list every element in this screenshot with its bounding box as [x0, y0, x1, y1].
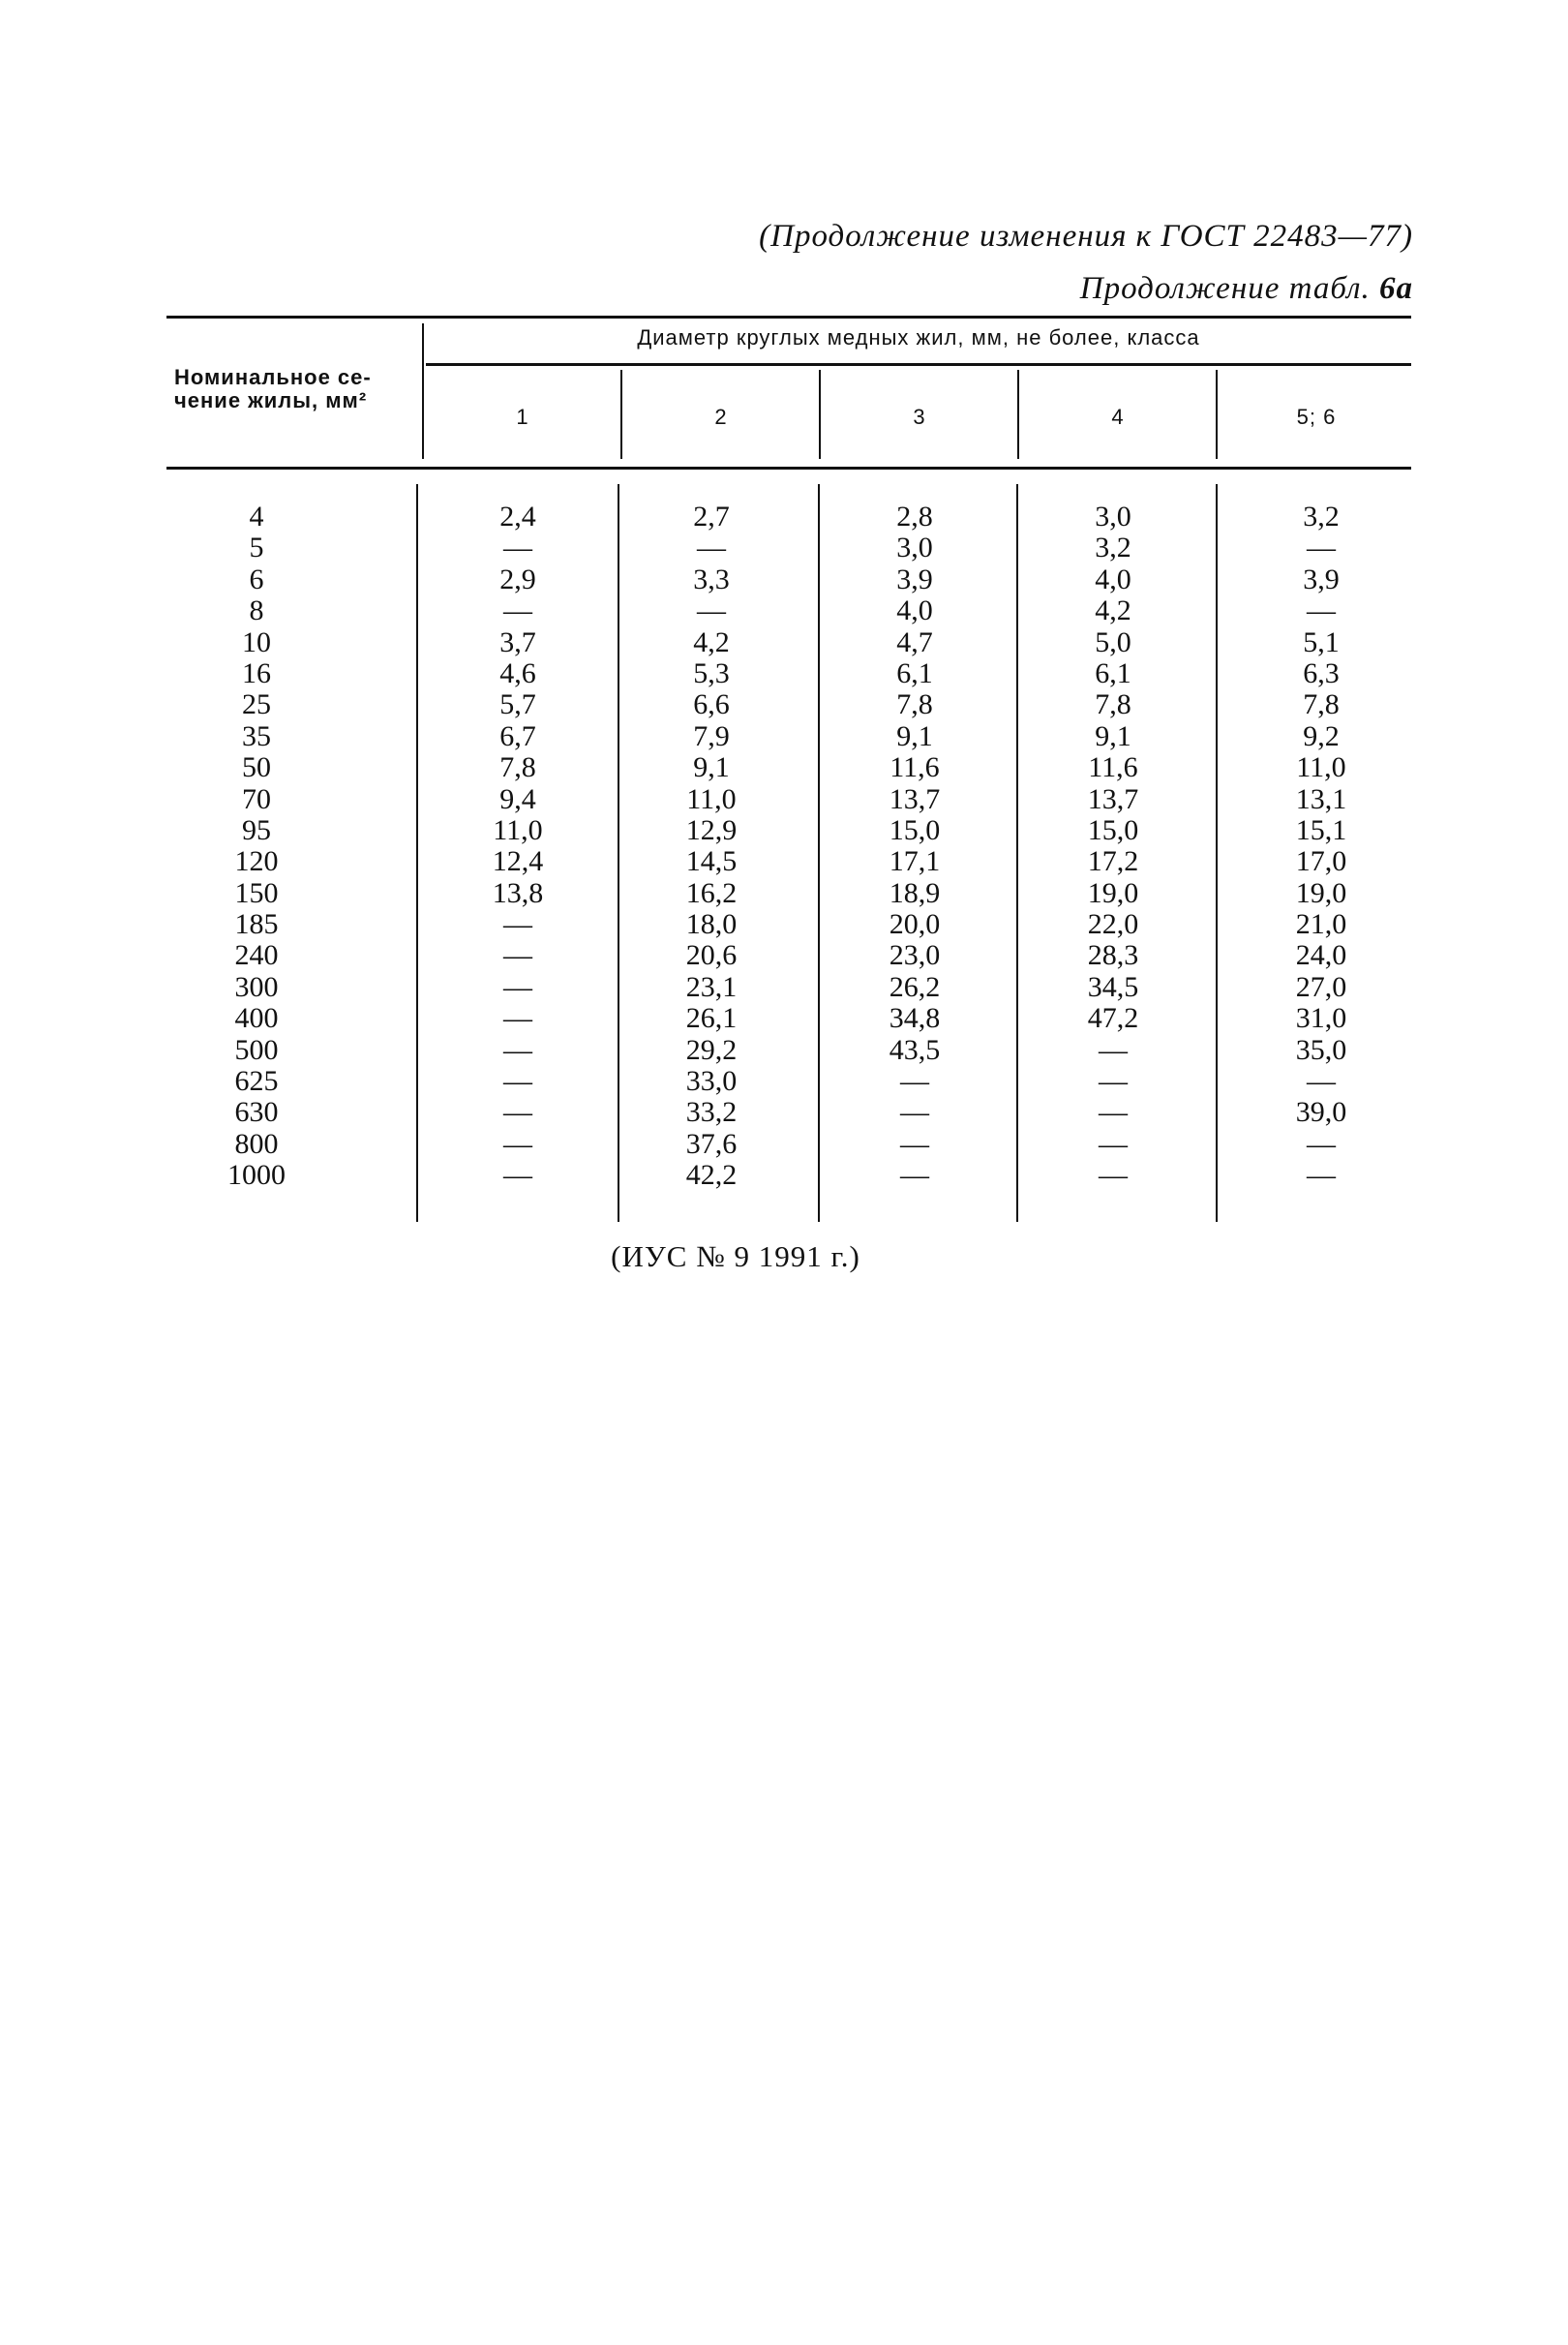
cell-value: 18,9 — [889, 876, 941, 909]
cell-section: 120 — [234, 845, 279, 878]
column-header-1: 1 — [516, 405, 529, 429]
cell-section: 240 — [234, 939, 279, 972]
column-section — [194, 502, 319, 1192]
cell-section: 625 — [234, 1065, 279, 1098]
cell-value: 4,2 — [693, 625, 730, 658]
cell-value: — — [503, 1159, 532, 1192]
column-header-5-6: 5; 6 — [1296, 405, 1337, 429]
cell-value: 7,8 — [1303, 688, 1340, 721]
cell-value: 39,0 — [1295, 1096, 1347, 1129]
table-top-rule — [166, 316, 1411, 319]
cell-value: 24,0 — [1295, 939, 1347, 972]
document-title: (Продолжение изменения к ГОСТ 22483—77) — [759, 219, 1413, 254]
cell-section: 1000 — [227, 1159, 286, 1192]
cell-value: 11,0 — [493, 813, 543, 846]
cell-value: 23,1 — [685, 970, 738, 1003]
cell-value: — — [503, 1033, 532, 1066]
header-divider-1 — [620, 370, 622, 459]
cell-value: 19,0 — [1087, 876, 1139, 909]
header-divider-3 — [1017, 370, 1019, 459]
table-continuation-caption — [1080, 271, 1413, 307]
cell-section: 150 — [234, 876, 279, 909]
cell-value: — — [503, 970, 532, 1003]
cell-value: 26,2 — [889, 970, 941, 1003]
cell-value: 5,7 — [499, 688, 536, 721]
cell-value: 13,1 — [1295, 782, 1347, 815]
cell-value: 2,7 — [693, 501, 730, 533]
cell-value: 9,4 — [499, 782, 536, 815]
cell-section: 5 — [249, 532, 264, 564]
cell-value: — — [900, 1159, 929, 1192]
cell-value: 20,0 — [889, 908, 941, 941]
cell-value: — — [1307, 532, 1336, 564]
table-number: 6а — [1379, 271, 1413, 306]
cell-value: 9,1 — [1095, 719, 1131, 752]
header-divider-0 — [422, 323, 424, 459]
cell-value: 4,0 — [896, 594, 933, 627]
group-header: Диаметр круглых медных жил, мм, не более, класса — [637, 325, 1200, 350]
cell-value: — — [503, 1127, 532, 1160]
column-class-5-6 — [1249, 502, 1394, 1192]
cell-value: 6,1 — [1095, 656, 1131, 689]
header-divider-2 — [819, 370, 821, 459]
cell-value: 15,0 — [1087, 813, 1139, 846]
cell-value: — — [900, 1065, 929, 1098]
cell-section: 8 — [249, 594, 264, 627]
cell-value: 3,9 — [896, 563, 933, 595]
column-class-2 — [639, 502, 784, 1192]
row-header: Номинальное се- чение жилы, мм² — [174, 365, 372, 412]
cell-value: 17,1 — [889, 845, 941, 878]
cell-section: 70 — [242, 782, 271, 815]
cell-value: 7,8 — [896, 688, 933, 721]
column-header-3: 3 — [913, 405, 926, 429]
cell-value: — — [697, 532, 726, 564]
cell-value: 37,6 — [685, 1127, 738, 1160]
cell-value: 12,4 — [492, 845, 544, 878]
cell-value: 27,0 — [1295, 970, 1347, 1003]
cell-value: 12,9 — [685, 813, 738, 846]
cell-section: 6 — [249, 563, 264, 595]
cell-value: 21,0 — [1295, 908, 1347, 941]
cell-value: 2,8 — [896, 501, 933, 533]
column-class-4 — [1040, 502, 1186, 1192]
cell-value: 11,0 — [686, 782, 737, 815]
cell-section: 25 — [242, 688, 271, 721]
header-divider-4 — [1216, 370, 1218, 459]
cell-value: 3,0 — [1095, 501, 1131, 533]
body-divider-0 — [416, 484, 418, 1222]
cell-value: 13,7 — [889, 782, 941, 815]
cell-value: 3,9 — [1303, 563, 1340, 595]
cell-section: 800 — [234, 1127, 279, 1160]
cell-value: 33,0 — [685, 1065, 738, 1098]
cell-value: 9,1 — [896, 719, 933, 752]
cell-value: 4,0 — [1095, 563, 1131, 595]
cell-section: 35 — [242, 719, 271, 752]
cell-value: — — [1099, 1159, 1128, 1192]
cell-value: 7,8 — [499, 751, 536, 784]
cell-value: 15,0 — [889, 813, 941, 846]
cell-value: — — [900, 1127, 929, 1160]
cell-value: — — [1099, 1127, 1128, 1160]
cell-value: 11,0 — [1296, 751, 1346, 784]
cell-value: 3,2 — [1303, 501, 1340, 533]
cell-value: — — [1099, 1065, 1128, 1098]
cell-value: 20,6 — [685, 939, 738, 972]
body-divider-3 — [1016, 484, 1018, 1222]
cell-value: 47,2 — [1087, 1002, 1139, 1035]
cell-value: — — [503, 532, 532, 564]
cell-value: — — [1099, 1033, 1128, 1066]
cell-value: 34,5 — [1087, 970, 1139, 1003]
issue-note: (ИУС № 9 1991 г.) — [611, 1239, 860, 1273]
cell-value: 28,3 — [1087, 939, 1139, 972]
cell-value: — — [697, 594, 726, 627]
cell-value: 29,2 — [685, 1033, 738, 1066]
cell-value: 34,8 — [889, 1002, 941, 1035]
cell-value: 6,1 — [896, 656, 933, 689]
cell-section: 95 — [242, 813, 271, 846]
cell-value: 2,4 — [499, 501, 536, 533]
cell-value: 14,5 — [685, 845, 738, 878]
cell-value: 5,3 — [693, 656, 730, 689]
cell-value: 3,2 — [1095, 532, 1131, 564]
cell-value: 7,9 — [693, 719, 730, 752]
cell-value: 42,2 — [685, 1159, 738, 1192]
cell-section: 10 — [242, 625, 271, 658]
group-header-rule — [426, 363, 1411, 366]
cell-value: — — [1307, 1159, 1336, 1192]
cell-value: 22,0 — [1087, 908, 1139, 941]
cell-value: 5,1 — [1303, 625, 1340, 658]
body-divider-4 — [1216, 484, 1218, 1222]
cell-value: 6,7 — [499, 719, 536, 752]
cell-value: — — [503, 594, 532, 627]
cell-value: — — [503, 908, 532, 941]
cell-value: 13,7 — [1087, 782, 1139, 815]
cell-value: 16,2 — [685, 876, 738, 909]
cell-value: 4,7 — [896, 625, 933, 658]
body-divider-2 — [818, 484, 820, 1222]
column-class-3 — [842, 502, 987, 1192]
cell-value: 3,0 — [896, 532, 933, 564]
cell-value: 9,2 — [1303, 719, 1340, 752]
cell-section: 50 — [242, 751, 271, 784]
cell-value: — — [1307, 1065, 1336, 1098]
cell-value: 3,3 — [693, 563, 730, 595]
header-bottom-rule — [166, 467, 1411, 470]
cell-value: — — [503, 1096, 532, 1129]
cell-value: 7,8 — [1095, 688, 1131, 721]
cell-section: 500 — [234, 1033, 279, 1066]
cell-value: 26,1 — [685, 1002, 738, 1035]
cell-value: 33,2 — [685, 1096, 738, 1129]
cell-value: 4,6 — [499, 656, 536, 689]
cell-section: 185 — [234, 908, 279, 941]
cell-value: 11,6 — [890, 751, 940, 784]
cell-value: 6,6 — [693, 688, 730, 721]
cell-section: 4 — [249, 501, 264, 533]
cell-section: 630 — [234, 1096, 279, 1129]
cell-value: — — [503, 939, 532, 972]
cell-section: 300 — [234, 970, 279, 1003]
cell-value: — — [503, 1065, 532, 1098]
cell-value: — — [503, 1002, 532, 1035]
cell-section: 16 — [242, 656, 271, 689]
cell-value: 15,1 — [1295, 813, 1347, 846]
cell-section: 400 — [234, 1002, 279, 1035]
table-continuation-prefix: Продолжение табл. — [1079, 271, 1371, 306]
cell-value: 35,0 — [1295, 1033, 1347, 1066]
cell-value: 31,0 — [1295, 1002, 1347, 1035]
cell-value: 23,0 — [889, 939, 941, 972]
cell-value: 13,8 — [492, 876, 544, 909]
cell-value: 11,6 — [1088, 751, 1138, 784]
cell-value: 17,0 — [1295, 845, 1347, 878]
column-class-1 — [445, 502, 590, 1192]
cell-value: 5,0 — [1095, 625, 1131, 658]
cell-value: 43,5 — [889, 1033, 941, 1066]
column-header-2: 2 — [714, 405, 728, 429]
cell-value: 17,2 — [1087, 845, 1139, 878]
cell-value: — — [1307, 1127, 1336, 1160]
cell-value: 9,1 — [693, 751, 730, 784]
cell-value: — — [1099, 1096, 1128, 1129]
body-divider-1 — [618, 484, 619, 1222]
cell-value: 18,0 — [685, 908, 738, 941]
cell-value: 4,2 — [1095, 594, 1131, 627]
cell-value: — — [1307, 594, 1336, 627]
column-header-4: 4 — [1111, 405, 1125, 429]
cell-value: 6,3 — [1303, 656, 1340, 689]
cell-value: 19,0 — [1295, 876, 1347, 909]
cell-value: 3,7 — [499, 625, 536, 658]
cell-value: — — [900, 1096, 929, 1129]
cell-value: 2,9 — [499, 563, 536, 595]
